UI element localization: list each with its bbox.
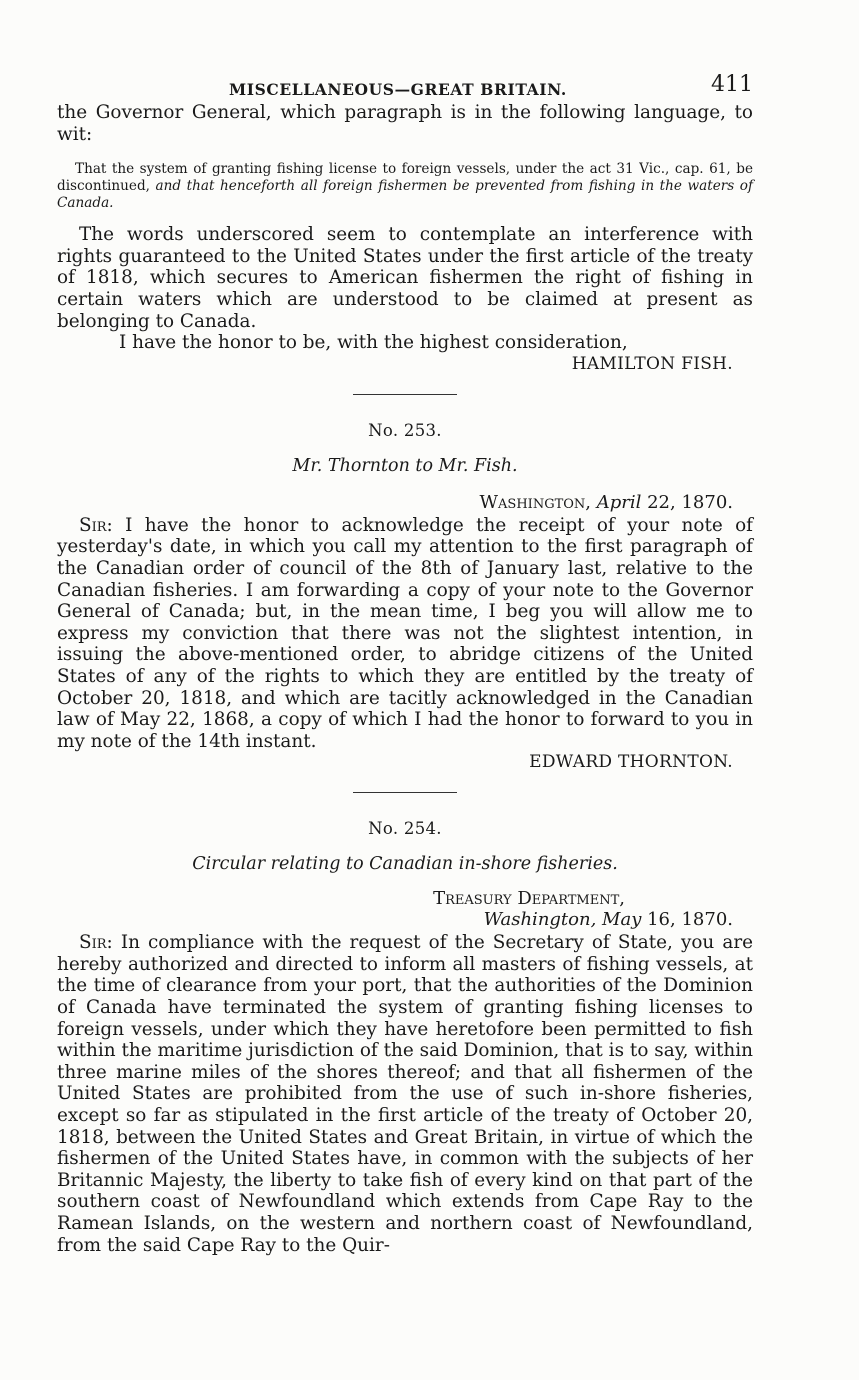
doc-253-number: No. 253.	[368, 420, 442, 440]
doc-254-department-text: Treasury Department,	[433, 888, 625, 910]
doc-254-title: Circular relating to Canadian in-shore fisheries.	[192, 854, 618, 875]
doc-253-text: I have the honor to acknowledge the receipt of your note of yesterday's date, in which you call my attention to the first paragraph of the Canadian order of council of the 8th of January last, relative to the Canadian fisheries. I am forwarding a copy of your note to the Governor General of Canada; but, in the mean time, I beg you will allow me to express my conviction that there was not the slightest intention, in issuing the above-mentioned order, to abridge citizens of the United States of any of the rights to which they are entitled by the treaty of October 20, 1818, and which are tacitly acknowledged in the Canadian law of May 22, 1868, a copy of which I had the honor to forward to you in my note of the 14th instant.	[57, 514, 753, 752]
running-title: MISCELLANEOUS—GREAT BRITAIN.	[229, 80, 567, 99]
doc-253-body	[57, 515, 753, 753]
document-page	[57, 72, 753, 1256]
doc-253-date: 22, 1870.	[647, 491, 733, 513]
doc-254-body	[57, 932, 753, 1256]
quote-plain: That the system of granting fishing license to foreign vessels, under the act 31 Vic., cap. 61, be discontinued,	[57, 161, 753, 195]
doc-254-dateline	[57, 909, 753, 930]
section-divider	[353, 394, 457, 395]
doc-254-number: No. 254.	[368, 819, 442, 839]
doc-254-department	[57, 888, 753, 909]
signature-thornton: EDWARD THORNTON.	[529, 752, 733, 773]
signature-fish: HAMILTON FISH.	[571, 353, 733, 374]
body-paragraph: The words underscored seem to contemplate an interference with rights guaranteed to the United States under the first article of the treaty of 1818, which secures to American fishermen the right of fishing in certain waters which are understood to be claimed at present as belonging to Canada.	[57, 224, 753, 332]
continuation-paragraph: the Governor General, which paragraph is in the following language, to wit:	[57, 102, 753, 145]
closing-line: I have the honor to be, with the highest consideration,	[119, 332, 628, 354]
doc-253-title: Mr. Thornton to Mr. Fish.	[292, 455, 518, 476]
page-number: 411	[711, 72, 753, 97]
doc-254-text: In compliance with the request of the Secretary of State, you are hereby authorized and directed to inform all masters of fishing vessels, at the time of clearance from your port, that the authorities of the Dominion of Canada have terminated the system of granting fishing licenses to foreign vessels, under which they have heretofore been permitted to fish within the maritime jurisdiction of the said Dominion, that is to say, within three marine miles of the shores thereof; and that all fishermen of the United States are prohibited from the use of such in-shore fisheries, except so far as stipulated in the first article of the treaty of October 20, 1818, between the United States and Great Britain, in virtue of which the fishermen of the United States have, in common with the subjects of her Britannic Majesty, the liberty to take fish of every kind on that part of the southern coast of Newfoundland which extends from Cape Ray to the Ramean Islands, on the western and northern coast of Newfoundland, from the said Cape Ray to the Quir-	[57, 932, 753, 1256]
doc-253-dateline	[57, 492, 753, 513]
doc-253-salutation: Sir:	[79, 514, 113, 536]
quoted-paragraph	[57, 161, 753, 212]
doc-253-month: April	[596, 491, 642, 513]
running-header	[57, 72, 753, 102]
doc-254-date: 16, 1870.	[647, 909, 733, 931]
doc-254-salutation: Sir:	[79, 932, 113, 954]
quote-underscored: and that henceforth all foreign fishermen be prevented from fishing in the waters of Canada.	[57, 178, 753, 212]
doc-254-place: Washington, May	[483, 909, 642, 931]
doc-253-place: Washington,	[479, 491, 591, 513]
section-divider	[353, 792, 457, 793]
